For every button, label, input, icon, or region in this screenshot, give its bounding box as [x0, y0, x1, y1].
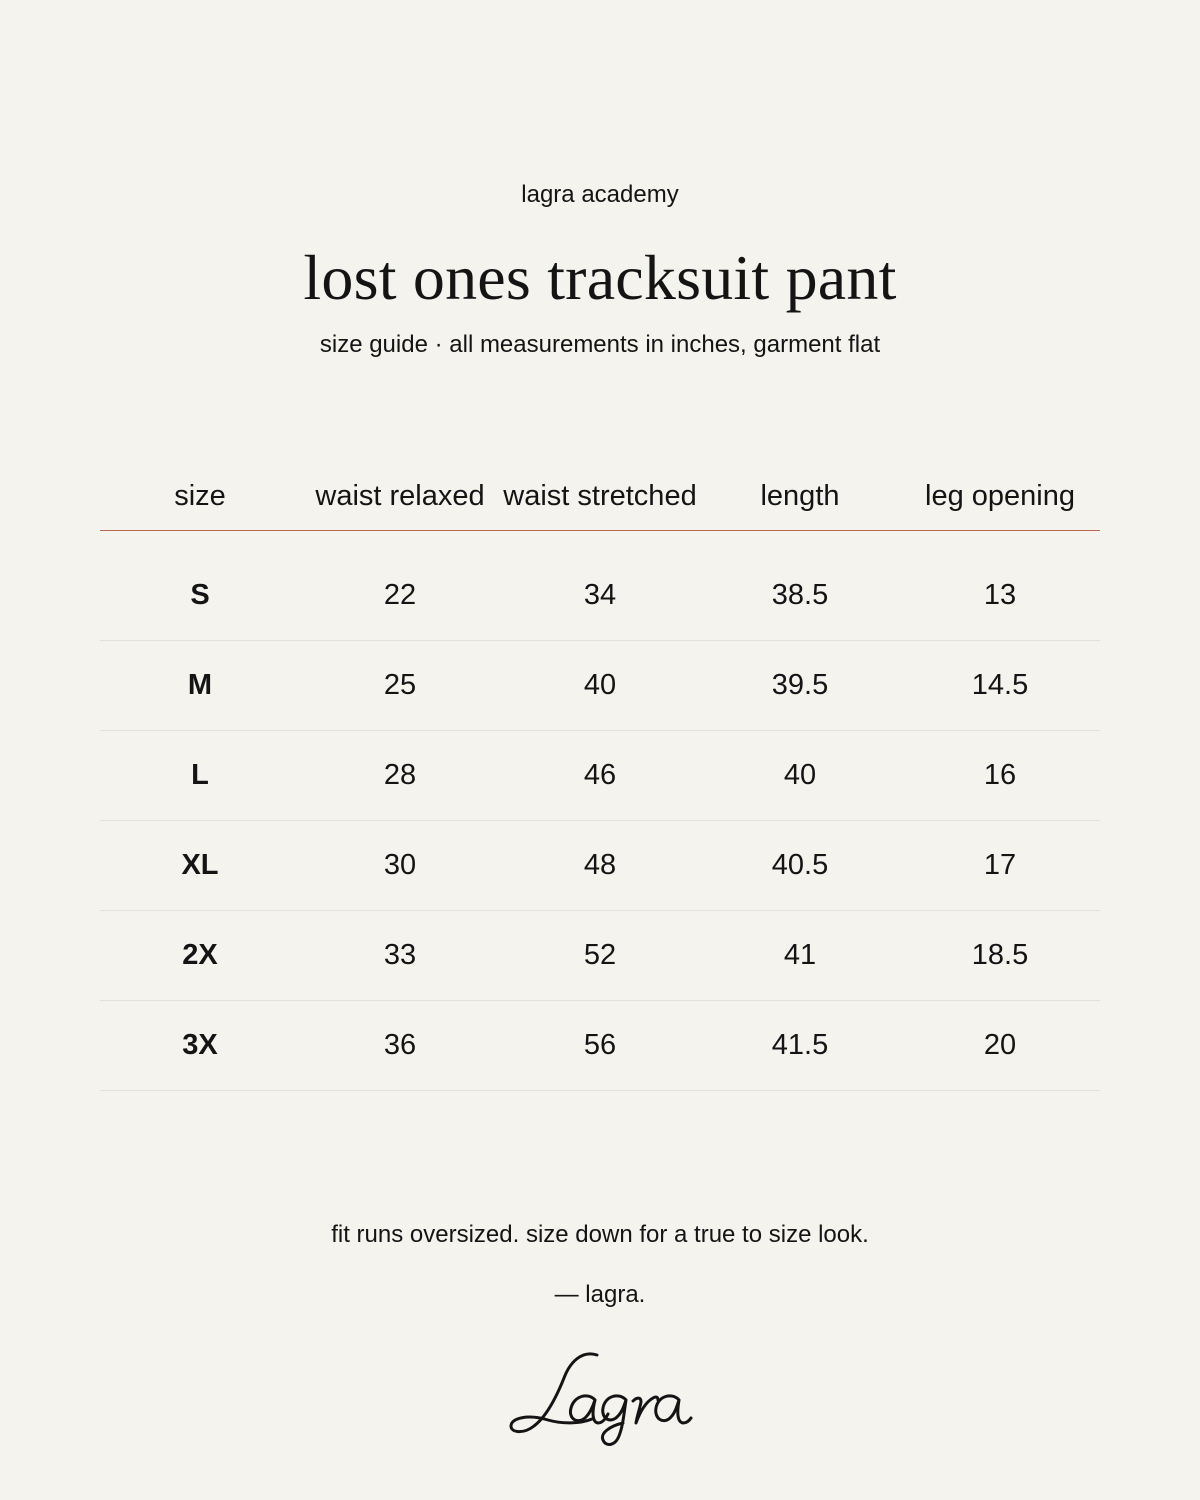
page-title: lost ones tracksuit pant	[303, 242, 897, 313]
waist-stretched-cell: 56	[583, 1029, 617, 1061]
waist-relaxed-cell: 22	[383, 579, 417, 611]
size-cell: 3X	[182, 1029, 218, 1061]
table-row	[100, 821, 1100, 911]
brand-logo	[500, 1340, 700, 1450]
leg-opening-cell: 14.5	[971, 669, 1029, 701]
page-subtitle: size guide · all measurements in inches, garment flat	[319, 331, 881, 358]
waist-stretched-cell: 48	[583, 849, 617, 881]
leg-opening-cell: 18.5	[971, 939, 1029, 971]
column-header-size: size	[174, 480, 226, 512]
script-logo-mark	[500, 1340, 700, 1450]
column-header-leg-opening: leg opening	[925, 480, 1075, 512]
table-header	[100, 462, 1100, 531]
table-body	[100, 551, 1100, 1091]
size-table	[100, 462, 1100, 1091]
table-row	[100, 641, 1100, 731]
waist-relaxed-cell: 30	[383, 849, 417, 881]
length-cell: 39.5	[771, 669, 829, 701]
leg-opening-cell: 20	[983, 1029, 1017, 1061]
waist-relaxed-cell: 28	[383, 759, 417, 791]
waist-relaxed-cell: 33	[383, 939, 417, 971]
size-cell: M	[187, 669, 213, 701]
length-cell: 41	[783, 939, 817, 971]
leg-opening-cell: 16	[983, 759, 1017, 791]
column-header-waist-relaxed: waist relaxed	[315, 480, 485, 512]
column-header-waist-stretched: waist stretched	[503, 480, 697, 512]
size-cell: XL	[181, 849, 219, 881]
length-cell: 38.5	[771, 579, 829, 611]
table-row	[100, 731, 1100, 821]
waist-relaxed-cell: 25	[383, 669, 417, 701]
size-cell: 2X	[182, 939, 218, 971]
signoff: — lagra.	[554, 1281, 646, 1308]
waist-stretched-cell: 46	[583, 759, 617, 791]
length-cell: 40	[783, 759, 817, 791]
brand-name: lagra academy	[521, 181, 679, 208]
waist-stretched-cell: 34	[583, 579, 617, 611]
table-row	[100, 1001, 1100, 1091]
column-header-length: length	[760, 480, 840, 512]
length-cell: 40.5	[771, 849, 829, 881]
fit-note: fit runs oversized. size down for a true to size look.	[331, 1221, 869, 1248]
waist-stretched-cell: 40	[583, 669, 617, 701]
waist-relaxed-cell: 36	[383, 1029, 417, 1061]
size-cell: L	[191, 759, 209, 791]
size-cell: S	[190, 579, 210, 611]
table-row	[100, 911, 1100, 1001]
leg-opening-cell: 13	[983, 579, 1017, 611]
length-cell: 41.5	[771, 1029, 829, 1061]
table-row	[100, 551, 1100, 641]
leg-opening-cell: 17	[983, 849, 1017, 881]
waist-stretched-cell: 52	[583, 939, 617, 971]
